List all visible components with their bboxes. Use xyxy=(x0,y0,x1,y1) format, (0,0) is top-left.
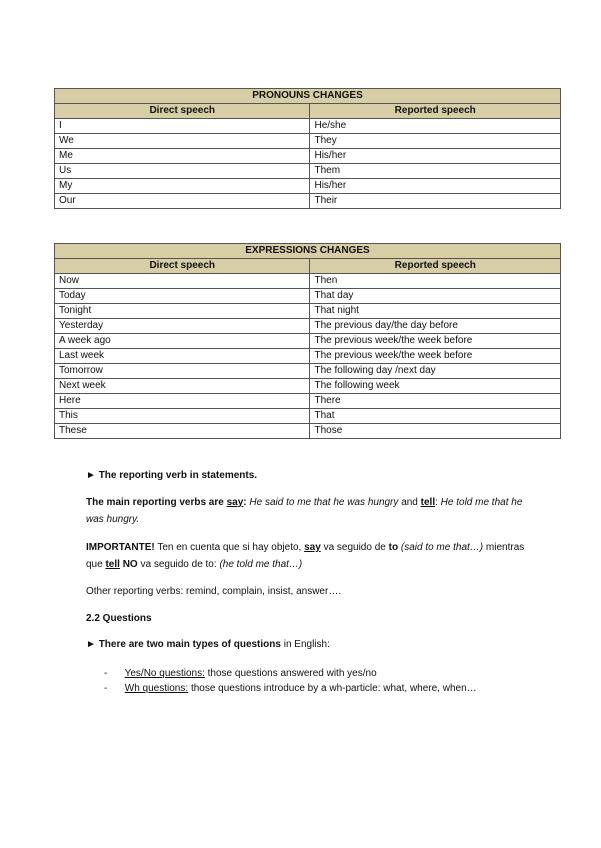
table-row xyxy=(55,149,561,164)
say-word: say xyxy=(304,542,321,553)
cell-reported-speech: Those xyxy=(310,424,561,439)
cell-reported-speech: That xyxy=(310,409,561,424)
list-desc: those questions answered with yes/no xyxy=(207,668,377,679)
cell-reported-speech: They xyxy=(310,134,561,149)
types-bold: There are two main types of questions xyxy=(98,639,281,650)
cell-reported-speech: That night xyxy=(310,304,561,319)
cell-direct-speech: Next week xyxy=(55,379,310,394)
tell-example: He told me that he was hungry. xyxy=(86,497,523,525)
text: Ten en cuenta que si hay objeto, xyxy=(157,542,302,553)
dash-bullet-icon: - xyxy=(104,683,108,694)
lead-text: The main reporting verbs are xyxy=(86,497,224,508)
importante-label: IMPORTANTE! xyxy=(86,542,155,553)
table-body xyxy=(55,119,561,209)
example: (said to me that…) xyxy=(400,542,484,553)
table-row xyxy=(55,334,561,349)
table-row xyxy=(55,274,561,289)
table-body xyxy=(55,274,561,439)
heading-text: The reporting verb in statements. xyxy=(98,470,258,481)
tell-word: tell xyxy=(105,559,120,570)
table-row xyxy=(55,179,561,194)
question-types-heading xyxy=(86,636,536,653)
cell-reported-speech: The following week xyxy=(310,379,561,394)
table-title: PRONOUNS CHANGES xyxy=(55,89,561,104)
types-rest: in English: xyxy=(283,639,330,650)
example: (he told me that…) xyxy=(219,559,303,570)
arrow-bullet-icon: ► xyxy=(86,639,96,650)
cell-reported-speech: He/she xyxy=(310,119,561,134)
cell-direct-speech: We xyxy=(55,134,310,149)
cell-reported-speech: The previous week/the week before xyxy=(310,334,561,349)
cell-direct-speech: I xyxy=(55,119,310,134)
cell-reported-speech: The following day /next day xyxy=(310,364,561,379)
cell-reported-speech: His/her xyxy=(310,179,561,194)
expressions-changes-table xyxy=(54,243,561,439)
cell-reported-speech: There xyxy=(310,394,561,409)
list-term: Yes/No questions: xyxy=(124,668,205,679)
and-word: and xyxy=(401,497,418,508)
cell-direct-speech: Our xyxy=(55,194,310,209)
main-verbs-paragraph xyxy=(86,494,536,528)
say-word: say xyxy=(226,497,244,508)
table-row xyxy=(55,289,561,304)
table-row xyxy=(55,164,561,179)
list-item xyxy=(104,666,377,681)
arrow-bullet-icon: ► xyxy=(86,470,96,481)
text: mientras que xyxy=(86,542,525,570)
cell-direct-speech: Tomorrow xyxy=(55,364,310,379)
column-header-reported: Reported speech xyxy=(310,104,561,119)
table-row xyxy=(55,304,561,319)
cell-direct-speech: Here xyxy=(55,394,310,409)
questions-heading: 2.2 Questions xyxy=(86,613,152,624)
cell-reported-speech: The previous week/the week before xyxy=(310,349,561,364)
to-word: to xyxy=(388,542,399,553)
cell-direct-speech: Now xyxy=(55,274,310,289)
cell-reported-speech: The previous day/the day before xyxy=(310,319,561,334)
cell-direct-speech: Last week xyxy=(55,349,310,364)
table-row xyxy=(55,134,561,149)
cell-direct-speech: Us xyxy=(55,164,310,179)
table-row xyxy=(55,394,561,409)
pronouns-changes-table xyxy=(54,88,561,209)
text: va seguido de to: xyxy=(140,559,217,570)
column-header-direct: Direct speech xyxy=(55,104,310,119)
cell-direct-speech: My xyxy=(55,179,310,194)
column-header-direct: Direct speech xyxy=(55,259,310,274)
list-desc: those questions introduce by a wh-particle: what, where, when… xyxy=(190,683,477,694)
cell-reported-speech: Their xyxy=(310,194,561,209)
table-row xyxy=(55,379,561,394)
column-header-reported: Reported speech xyxy=(310,259,561,274)
colon: : xyxy=(435,497,438,508)
say-example: He said to me that he was hungry xyxy=(249,497,399,508)
list-term: Wh questions: xyxy=(124,683,189,694)
table-row xyxy=(55,194,561,209)
table-row xyxy=(55,364,561,379)
cell-direct-speech: Yesterday xyxy=(55,319,310,334)
cell-reported-speech: Then xyxy=(310,274,561,289)
cell-reported-speech: His/her xyxy=(310,149,561,164)
table-row xyxy=(55,319,561,334)
cell-reported-speech: Them xyxy=(310,164,561,179)
other-verbs-paragraph: Other reporting verbs: remind, complain, insist, answer…. xyxy=(86,586,342,597)
table-row xyxy=(55,424,561,439)
dash-bullet-icon: - xyxy=(104,668,108,679)
cell-direct-speech: Me xyxy=(55,149,310,164)
text: va seguido de xyxy=(323,542,386,553)
importante-paragraph xyxy=(86,539,536,573)
cell-direct-speech: A week ago xyxy=(55,334,310,349)
cell-direct-speech: Today xyxy=(55,289,310,304)
tell-word: tell xyxy=(420,497,436,508)
no-word: NO xyxy=(122,559,138,570)
table-row xyxy=(55,349,561,364)
table-row xyxy=(55,119,561,134)
table-title: EXPRESSIONS CHANGES xyxy=(55,244,561,259)
colon: : xyxy=(243,497,247,508)
cell-reported-speech: That day xyxy=(310,289,561,304)
reporting-verb-heading xyxy=(86,467,536,484)
cell-direct-speech: This xyxy=(55,409,310,424)
cell-direct-speech: Tonight xyxy=(55,304,310,319)
list-item xyxy=(104,681,477,696)
table-row xyxy=(55,409,561,424)
cell-direct-speech: These xyxy=(55,424,310,439)
